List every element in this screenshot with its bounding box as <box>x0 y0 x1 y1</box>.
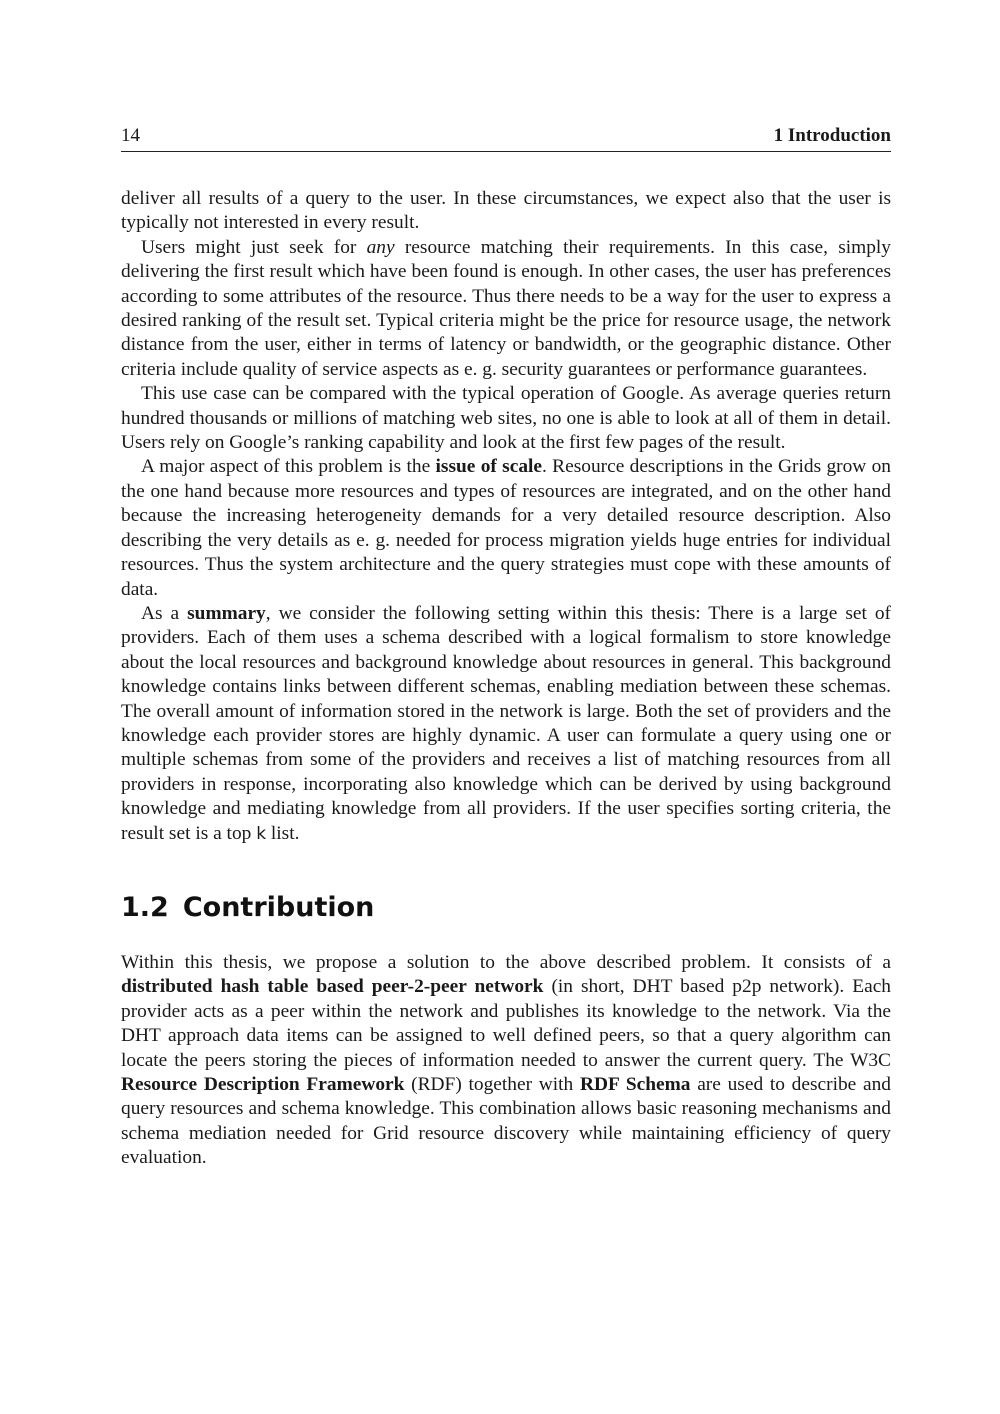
text-run: A major aspect of this problem is the <box>141 456 436 478</box>
page-body <box>121 187 891 1171</box>
text-run: Within this thesis, we propose a solution to the above described problem. It consists of a <box>121 951 891 973</box>
text-run: are used to describe and query resources and schema knowledge. This combination allows basic reasoning mechanisms and schema mediation needed for Grid resource discovery while maintaining efficiency of query evaluation. <box>121 1074 891 1169</box>
text-run: As a <box>141 602 188 624</box>
text-run: (RDF) together with <box>404 1074 580 1095</box>
emphasis-any: any <box>366 236 395 258</box>
text-run: (in short, DHT based p2p network). Each provider acts as a peer within the network and publishes its knowledge to the network. Via the DHT approach data items can be assigned to well defined peers, so that a query algorithm can locate the peers storing the pieces of information needed to answer the current query. The W3C <box>121 976 891 1071</box>
math-variable-k: k <box>256 823 267 844</box>
text-run: Users might just seek for <box>141 236 367 258</box>
page-number: 14 <box>121 125 140 146</box>
bold-dht-network: distributed hash table based peer-2-peer network <box>121 976 544 998</box>
running-title: 1 Introduction <box>773 125 891 146</box>
section-heading <box>121 891 891 925</box>
paragraph-ranking <box>121 236 891 382</box>
paragraph-summary <box>121 602 891 846</box>
bold-rdf-schema: RDF Schema <box>579 1074 691 1095</box>
bold-rdf-framework: Resource Description Framework <box>121 1074 405 1095</box>
page-header <box>121 124 891 152</box>
text-run: . Resource descriptions in the Grids grow on the one hand because more resources and types of resources are integrated, and on the other hand because the increasing heterogeneity demands for a very detailed resource description. Also describing the very details as e. g. needed for process migration yields huge entries for individual resources. Thus the system architecture and the query strategies must cope with these amounts of data. <box>121 456 891 600</box>
bold-issue-of-scale: issue of scale <box>435 456 543 478</box>
paragraph-contribution <box>121 951 891 1171</box>
paragraph-scale <box>121 455 891 601</box>
section-number: 1.2 <box>121 891 169 923</box>
text-run: resource matching their requirements. In this case, simply delivering the first result which have been found is enough. In other cases, the user has preferences according to some attributes of the resource. Thus there needs to be a way for the user to express a desired ranking of the result set. Typical criteria might be the price for resource usage, the network distance from the user, either in terms of latency or bandwidth, or the geographic distance. Other criteria include quality of service aspects as e. g. security guarantees or performance guarantees. <box>121 236 891 380</box>
text-run: list. <box>266 822 300 844</box>
paragraph-continuation: deliver all results of a query to the user. In these circumstances, we expect also that the user is typically not interested in every result. <box>121 188 891 234</box>
paragraph-google: This use case can be compared with the typical operation of Google. As average queries return hundred thousands or millions of matching web sites, no one is able to look at all of them in detail. Users rely on Google’s ranking capability and look at the first few pages of the result. <box>121 383 891 454</box>
section-title: Contribution <box>182 891 375 923</box>
bold-summary: summary <box>187 602 266 624</box>
text-run: , we consider the following setting within this thesis: There is a large set of providers. Each of them uses a schema described with a logical formalism to store knowledge about the local resources and background knowledge about resources in general. This background knowledge contains links between different schemas, enabling mediation between these schemas. The overall amount of information stored in the network is large. Both the set of providers and the knowledge each provider stores are highly dynamic. A user can formulate a query using one or multiple schemas from some of the providers and receives a list of matching resources from all providers in response, incorporating also knowledge which can be derived by using background knowledge and mediating knowledge from all providers. If the user specifies sorting criteria, the result set is a top <box>121 602 891 844</box>
